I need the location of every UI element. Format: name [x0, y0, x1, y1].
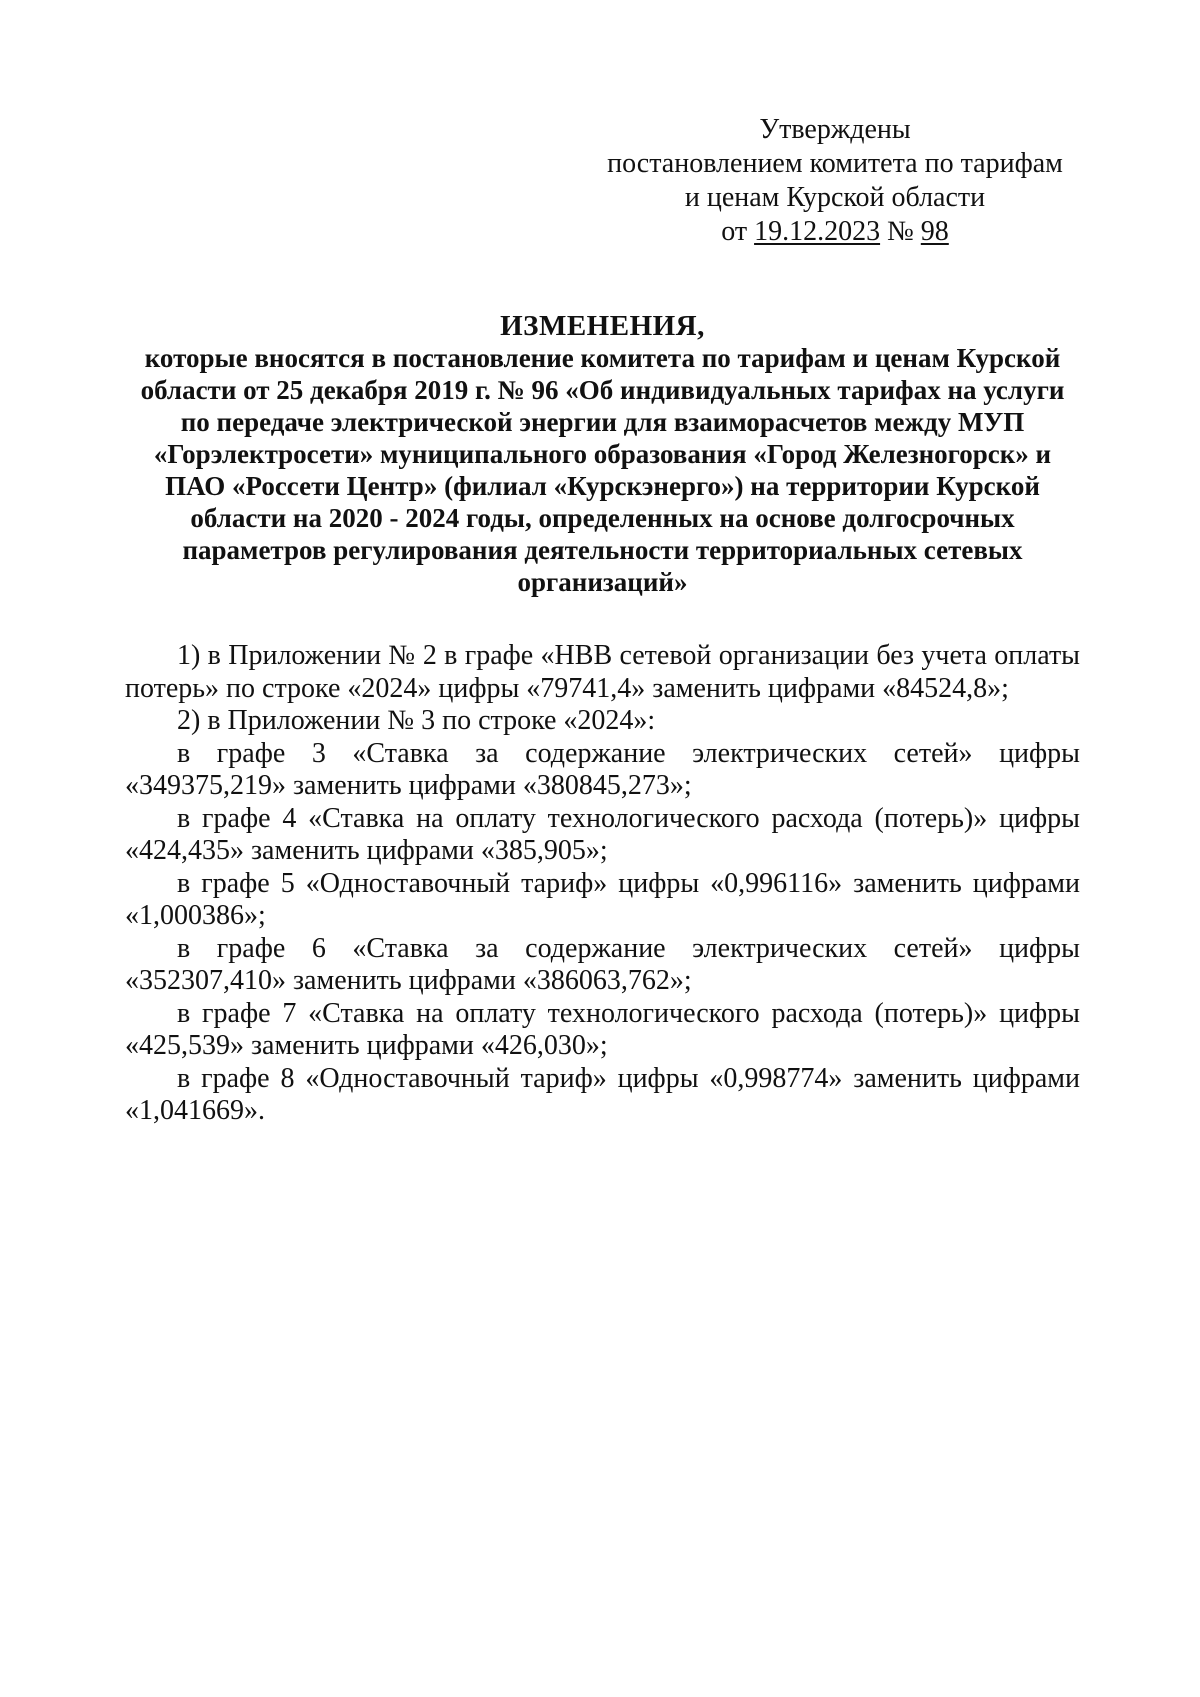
body-paragraph-5: в графе 5 «Одноставочный тариф» цифры «0,996116» заменить цифрами «1,000386»; [125, 867, 1080, 931]
approval-number: 98 [920, 216, 949, 247]
body-paragraph-6: в графе 6 «Ставка за содержание электрических сетей» цифры «352307,410» заменить цифрами «386063,762»; [125, 932, 1080, 996]
approval-date-line [600, 215, 1070, 249]
approval-line-2: постановлением комитета по тарифам [607, 148, 1063, 179]
approval-date: 19.12.2023 [754, 216, 881, 247]
document-heading [125, 310, 1080, 598]
heading-subtitle: которые вносятся в постановление комитета по тарифам и ценам Курской области от 25 декабря 2019 г. № 96 «Об индивидуальных тарифах на услуги по передаче электрической энергии для взаиморасчетов между МУП «Горэлектросети» муниципального образования «Город Железногорск» и ПАО «Россети Центр» (филиал «Курскэнерго») на территории Курской области на 2020 - 2024 годы, определенных на основе долгосрочных параметров регулирования деятельности территориальных сетевых организаций» [140, 343, 1065, 597]
body-paragraph-2: 2) в Приложении № 3 по строке «2024»: [177, 705, 656, 736]
body-paragraph-8: в графе 8 «Одноставочный тариф» цифры «0,998774» заменить цифрами «1,041669». [125, 1062, 1080, 1126]
body-paragraph-4: в графе 4 «Ставка на оплату технологического расхода (потерь)» цифры «424,435» заменить цифрами «385,905»; [125, 802, 1080, 866]
approval-line-3: и ценам Курской области [684, 182, 986, 213]
approval-line-1: Утверждены [759, 114, 911, 145]
document-body [125, 640, 1080, 1128]
body-paragraph-3: в графе 3 «Ставка за содержание электрических сетей» цифры «349375,219» заменить цифрами «380845,273»; [125, 737, 1080, 801]
approval-number-sign: № [887, 216, 914, 247]
approval-date-prefix: от [721, 216, 748, 247]
approval-stamp [600, 113, 1070, 249]
heading-title: ИЗМЕНЕНИЯ, [500, 310, 705, 342]
body-paragraph-7: в графе 7 «Ставка на оплату технологического расхода (потерь)» цифры «425,539» заменить цифрами «426,030»; [125, 997, 1080, 1061]
body-paragraph-1: 1) в Приложении № 2 в графе «НВВ сетевой организации без учета оплаты потерь» по строке «2024» цифры «79741,4» заменить цифрами «84524,8»; [125, 640, 1080, 704]
